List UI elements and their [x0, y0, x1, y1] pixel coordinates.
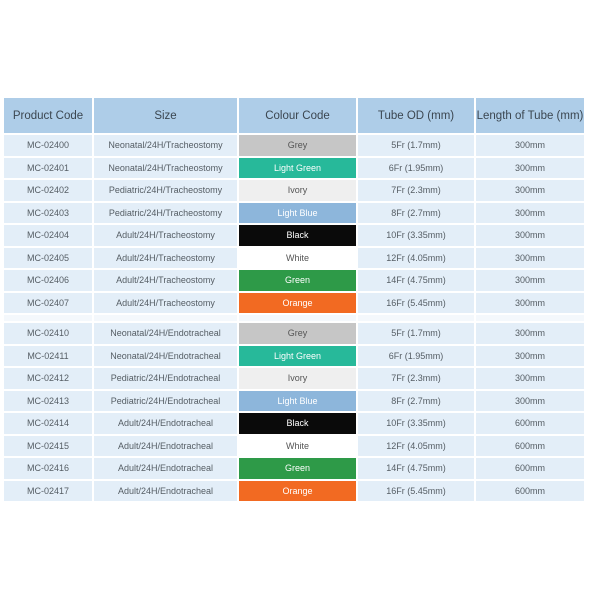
tube-length-cell: 300mm [476, 180, 584, 201]
header-size: Size [94, 98, 237, 133]
tube-length-cell: 300mm [476, 293, 584, 314]
colour-code-cell: Green [239, 270, 356, 291]
tube-length-cell: 300mm [476, 323, 584, 344]
tube-od-cell: 12Fr (4.05mm) [358, 248, 474, 269]
product-code-cell: MC-02410 [4, 323, 92, 344]
product-code-cell: MC-02403 [4, 203, 92, 224]
tube-length-cell: 600mm [476, 436, 584, 457]
table-row [4, 436, 584, 457]
colour-code-cell: Grey [239, 135, 356, 156]
table-row [4, 413, 584, 434]
group-separator [4, 315, 584, 321]
size-cell: Pediatric/24H/Tracheostomy [94, 203, 237, 224]
tube-length-cell: 300mm [476, 248, 584, 269]
colour-code-cell: Ivory [239, 368, 356, 389]
table-row [4, 225, 584, 246]
size-cell: Neonatal/24H/Tracheostomy [94, 135, 237, 156]
colour-code-cell: Light Blue [239, 203, 356, 224]
product-code-cell: MC-02407 [4, 293, 92, 314]
product-code-cell: MC-02415 [4, 436, 92, 457]
colour-code-cell: Light Green [239, 346, 356, 367]
table-body [4, 135, 584, 501]
colour-code-cell: Light Green [239, 158, 356, 179]
header-tube-od: Tube OD (mm) [358, 98, 474, 133]
table-row [4, 368, 584, 389]
tube-length-cell: 600mm [476, 481, 584, 502]
size-cell: Adult/24H/Endotracheal [94, 458, 237, 479]
separator-cell [239, 315, 356, 321]
table-row [4, 391, 584, 412]
product-code-cell: MC-02413 [4, 391, 92, 412]
tube-od-cell: 10Fr (3.35mm) [358, 225, 474, 246]
tube-od-cell: 12Fr (4.05mm) [358, 436, 474, 457]
product-spec-table [2, 96, 586, 503]
colour-code-cell: Black [239, 413, 356, 434]
tube-length-cell: 300mm [476, 225, 584, 246]
table-header [4, 98, 584, 133]
tube-od-cell: 7Fr (2.3mm) [358, 368, 474, 389]
table-row [4, 135, 584, 156]
product-code-cell: MC-02402 [4, 180, 92, 201]
colour-code-cell: Grey [239, 323, 356, 344]
size-cell: Neonatal/24H/Endotracheal [94, 346, 237, 367]
header-product-code: Product Code [4, 98, 92, 133]
product-code-cell: MC-02417 [4, 481, 92, 502]
product-code-cell: MC-02405 [4, 248, 92, 269]
tube-od-cell: 6Fr (1.95mm) [358, 346, 474, 367]
colour-code-cell: White [239, 436, 356, 457]
tube-od-cell: 7Fr (2.3mm) [358, 180, 474, 201]
size-cell: Pediatric/24H/Tracheostomy [94, 180, 237, 201]
tube-length-cell: 300mm [476, 203, 584, 224]
colour-code-cell: Black [239, 225, 356, 246]
tube-length-cell: 300mm [476, 368, 584, 389]
tube-od-cell: 8Fr (2.7mm) [358, 391, 474, 412]
size-cell: Adult/24H/Endotracheal [94, 481, 237, 502]
colour-code-cell: Orange [239, 293, 356, 314]
tube-length-cell: 300mm [476, 346, 584, 367]
table-row [4, 346, 584, 367]
size-cell: Pediatric/24H/Endotracheal [94, 391, 237, 412]
separator-cell [476, 315, 584, 321]
size-cell: Adult/24H/Tracheostomy [94, 293, 237, 314]
size-cell: Pediatric/24H/Endotracheal [94, 368, 237, 389]
table-row [4, 203, 584, 224]
header-colour-code: Colour Code [239, 98, 356, 133]
tube-length-cell: 300mm [476, 391, 584, 412]
size-cell: Adult/24H/Tracheostomy [94, 248, 237, 269]
product-code-cell: MC-02406 [4, 270, 92, 291]
tube-od-cell: 10Fr (3.35mm) [358, 413, 474, 434]
tube-od-cell: 5Fr (1.7mm) [358, 135, 474, 156]
table-row [4, 481, 584, 502]
colour-code-cell: Orange [239, 481, 356, 502]
table-row [4, 248, 584, 269]
tube-length-cell: 300mm [476, 158, 584, 179]
product-code-cell: MC-02400 [4, 135, 92, 156]
colour-code-cell: Ivory [239, 180, 356, 201]
separator-cell [4, 315, 92, 321]
tube-od-cell: 6Fr (1.95mm) [358, 158, 474, 179]
size-cell: Adult/24H/Tracheostomy [94, 225, 237, 246]
separator-cell [94, 315, 237, 321]
product-code-cell: MC-02416 [4, 458, 92, 479]
size-cell: Adult/24H/Endotracheal [94, 436, 237, 457]
table-row [4, 293, 584, 314]
size-cell: Adult/24H/Endotracheal [94, 413, 237, 434]
table-row [4, 158, 584, 179]
table-row [4, 458, 584, 479]
tube-od-cell: 8Fr (2.7mm) [358, 203, 474, 224]
tube-od-cell: 5Fr (1.7mm) [358, 323, 474, 344]
size-cell: Neonatal/24H/Endotracheal [94, 323, 237, 344]
header-row [4, 98, 584, 133]
tube-od-cell: 16Fr (5.45mm) [358, 293, 474, 314]
table-row [4, 180, 584, 201]
table-row [4, 270, 584, 291]
product-code-cell: MC-02411 [4, 346, 92, 367]
product-code-cell: MC-02401 [4, 158, 92, 179]
tube-length-cell: 600mm [476, 413, 584, 434]
tube-length-cell: 600mm [476, 458, 584, 479]
size-cell: Neonatal/24H/Tracheostomy [94, 158, 237, 179]
header-length-of-tube: Length of Tube (mm) [476, 98, 584, 133]
size-cell: Adult/24H/Tracheostomy [94, 270, 237, 291]
table-row [4, 323, 584, 344]
tube-od-cell: 14Fr (4.75mm) [358, 270, 474, 291]
colour-code-cell: White [239, 248, 356, 269]
product-code-cell: MC-02412 [4, 368, 92, 389]
tube-od-cell: 16Fr (5.45mm) [358, 481, 474, 502]
colour-code-cell: Green [239, 458, 356, 479]
tube-od-cell: 14Fr (4.75mm) [358, 458, 474, 479]
colour-code-cell: Light Blue [239, 391, 356, 412]
tube-length-cell: 300mm [476, 270, 584, 291]
product-code-cell: MC-02414 [4, 413, 92, 434]
tube-length-cell: 300mm [476, 135, 584, 156]
product-code-cell: MC-02404 [4, 225, 92, 246]
separator-cell [358, 315, 474, 321]
